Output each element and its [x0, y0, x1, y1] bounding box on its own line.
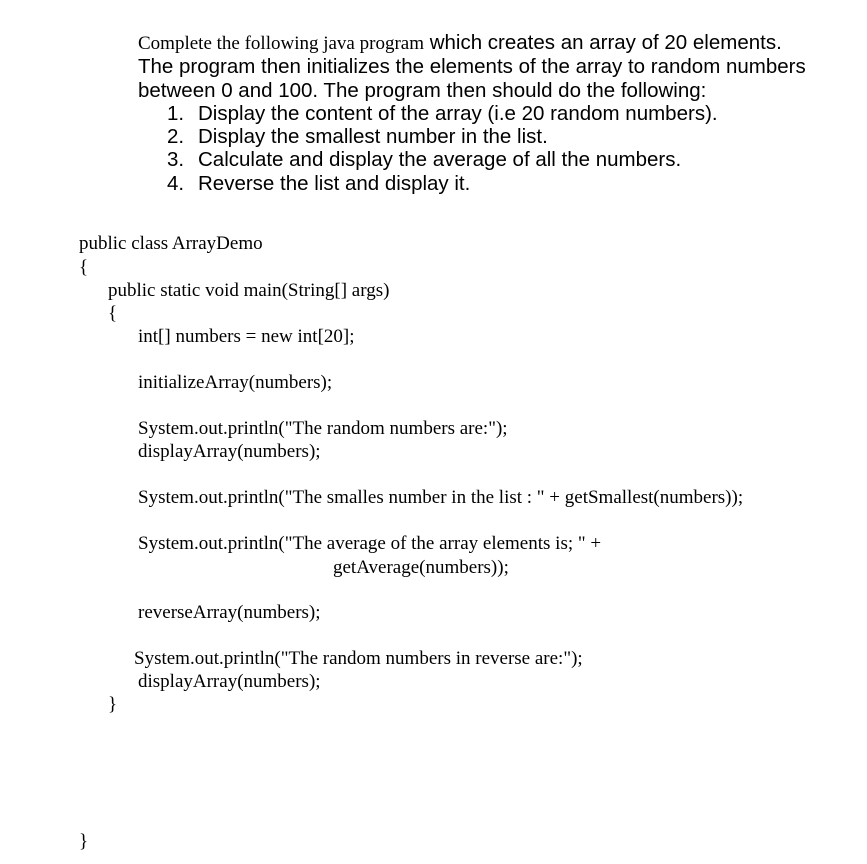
print-reverse-statement: System.out.println("The random numbers in reverse are:"); — [134, 648, 583, 669]
task-item — [138, 172, 828, 195]
main-close-brace: } — [108, 694, 118, 715]
task-text: Calculate and display the average of all the numbers. — [198, 148, 682, 172]
task-list — [138, 102, 828, 195]
task-text: Display the smallest number in the list. — [198, 125, 548, 149]
instruction-line-1 — [138, 31, 828, 55]
instruction-line-1-serif: Complete the following java program — [138, 33, 424, 54]
initialize-array-call: initializeArray(numbers); — [138, 372, 333, 393]
task-number: 1. — [167, 101, 185, 125]
main-method-declaration: public static void main(String[] args) — [108, 280, 390, 301]
display-array-call-reverse: displayArray(numbers); — [138, 671, 321, 692]
instruction-line-3: between 0 and 100. The program then should do the following: — [138, 78, 707, 102]
main-open-brace: { — [108, 303, 118, 324]
print-average-continuation: getAverage(numbers)); — [333, 557, 509, 578]
class-open-brace: { — [79, 257, 89, 278]
display-array-call: displayArray(numbers); — [138, 441, 321, 462]
task-number: 2. — [167, 125, 185, 149]
class-declaration: public class ArrayDemo — [79, 233, 263, 254]
task-item — [138, 102, 828, 125]
instruction-line-1-rest: which creates an array of 20 elements. — [429, 31, 782, 54]
print-smallest-statement: System.out.println("The smalles number in the list : " + getSmallest(numbers)); — [138, 487, 744, 508]
task-item — [138, 148, 828, 171]
print-random-statement: System.out.println("The random numbers are:"); — [138, 418, 508, 439]
task-number: 4. — [167, 171, 185, 195]
print-average-statement: System.out.println("The average of the array elements is; " + — [138, 533, 602, 554]
instruction-line-2: The program then initializes the elements of the array to random numbers — [138, 55, 806, 79]
class-close-brace: } — [79, 831, 89, 852]
task-text: Display the content of the array (i.e 20 random numbers). — [198, 101, 718, 125]
assignment-instructions — [138, 31, 828, 195]
task-item — [138, 125, 828, 148]
task-number: 3. — [167, 148, 185, 172]
array-declaration: int[] numbers = new int[20]; — [138, 326, 355, 347]
task-text: Reverse the list and display it. — [198, 171, 471, 195]
reverse-array-call: reverseArray(numbers); — [138, 602, 321, 623]
